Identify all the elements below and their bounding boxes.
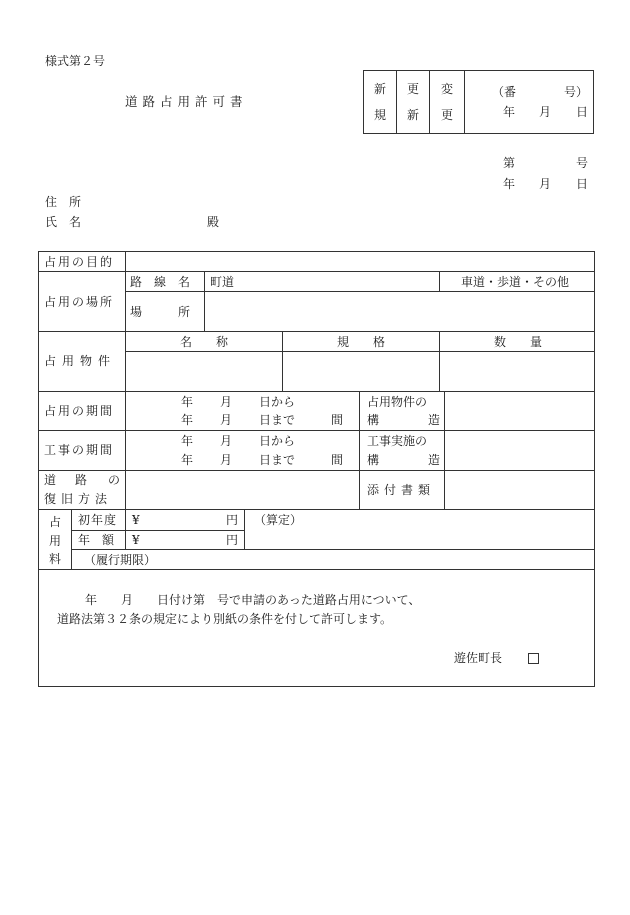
fee-label-3: 料 xyxy=(49,552,62,566)
period-from-month: 月 xyxy=(220,395,233,409)
period-to-month: 月 xyxy=(220,413,233,427)
period-to-day: 日まで xyxy=(259,413,296,427)
restore-label-1: 道 xyxy=(44,473,57,487)
status-renew-top: 更 xyxy=(407,82,420,96)
work-from-day: 日から xyxy=(259,434,296,448)
object-header-spec: 規 格 xyxy=(337,335,386,349)
period-duration: 間 xyxy=(331,413,344,427)
official-seal-icon xyxy=(528,652,539,664)
first-year-label: 初年度 xyxy=(78,513,118,527)
work-method-line1: 工事実施の xyxy=(367,434,428,448)
restore-label-3: の xyxy=(108,473,121,487)
fee-label-1: 占 xyxy=(49,515,62,529)
period-from-day: 日から xyxy=(259,395,296,409)
restore-method-label: 復旧方法 xyxy=(44,492,113,506)
restore-label-2: 路 xyxy=(75,473,88,487)
road-type: 車道・歩道・その他 xyxy=(461,275,570,289)
annual-yen-mark: ¥ xyxy=(132,533,140,547)
work-from-year: 年 xyxy=(181,434,194,448)
fee-label-2: 用 xyxy=(49,534,62,548)
statement-line2: 道路法第３２条の規定により別紙の条件を付して許可します。 xyxy=(57,612,393,626)
address-label: 住 所 xyxy=(45,195,82,209)
structure-label-line2b: 造 xyxy=(428,413,441,427)
calc-label: （算定） xyxy=(254,513,303,527)
status-date-year: 年 xyxy=(503,105,516,119)
work-duration: 間 xyxy=(331,453,344,467)
purpose-label: 占用の目的 xyxy=(44,255,115,269)
place-label: 場 所 xyxy=(130,305,191,319)
annual-label: 年 額 xyxy=(78,533,115,547)
page-title: 道路占用許可書 xyxy=(125,94,248,109)
location-label: 占用の場所 xyxy=(44,295,115,309)
work-from-month: 月 xyxy=(220,434,233,448)
form-number: 様式第２号 xyxy=(45,54,106,68)
route-value: 町道 xyxy=(210,275,235,289)
statement-line1: 年 月 日付け第 号で申請のあった道路占用について、 xyxy=(85,593,421,607)
issue-number-suffix: 号 xyxy=(576,156,589,170)
signer: 遊佐町長 xyxy=(454,651,503,665)
work-to-day: 日まで xyxy=(259,453,296,467)
bango-open: （番 xyxy=(492,85,517,99)
object-header-name: 名 称 xyxy=(180,335,229,349)
issue-date-day: 日 xyxy=(576,177,589,191)
honorific: 殿 xyxy=(207,215,220,229)
work-period-label: 工事の期間 xyxy=(44,443,115,457)
name-label: 氏 名 xyxy=(45,215,82,229)
status-change-bottom: 更 xyxy=(441,108,454,122)
first-year-yen-mark: ¥ xyxy=(132,513,140,527)
status-change-top: 変 xyxy=(441,82,454,96)
route-label: 路 線 名 xyxy=(130,275,191,289)
status-date-day: 日 xyxy=(576,105,589,119)
object-label: 占用物件 xyxy=(44,354,117,368)
work-to-month: 月 xyxy=(220,453,233,467)
period-from-year: 年 xyxy=(181,395,194,409)
work-method-line2a: 構 xyxy=(367,453,380,467)
deadline-label: （履行期限） xyxy=(84,553,157,567)
status-box xyxy=(363,70,594,134)
work-method-line2b: 造 xyxy=(428,453,441,467)
structure-label-line2a: 構 xyxy=(367,413,380,427)
period-to-year: 年 xyxy=(181,413,194,427)
structure-label-line1: 占用物件の xyxy=(367,395,428,409)
work-to-year: 年 xyxy=(181,453,194,467)
bango-close: 号） xyxy=(564,85,589,99)
first-year-yen-unit: 円 xyxy=(226,513,239,527)
status-new-bottom: 規 xyxy=(374,108,387,122)
issue-date-month: 月 xyxy=(539,177,552,191)
issue-number-prefix: 第 xyxy=(503,156,516,170)
annual-yen-unit: 円 xyxy=(226,533,239,547)
status-date-month: 月 xyxy=(539,105,552,119)
period-label: 占用の期間 xyxy=(44,404,115,418)
attachments-label: 添付書類 xyxy=(367,483,436,497)
issue-date-year: 年 xyxy=(503,177,516,191)
status-renew-bottom: 新 xyxy=(407,108,420,122)
object-header-qty: 数 量 xyxy=(494,335,543,349)
status-new-top: 新 xyxy=(374,82,387,96)
